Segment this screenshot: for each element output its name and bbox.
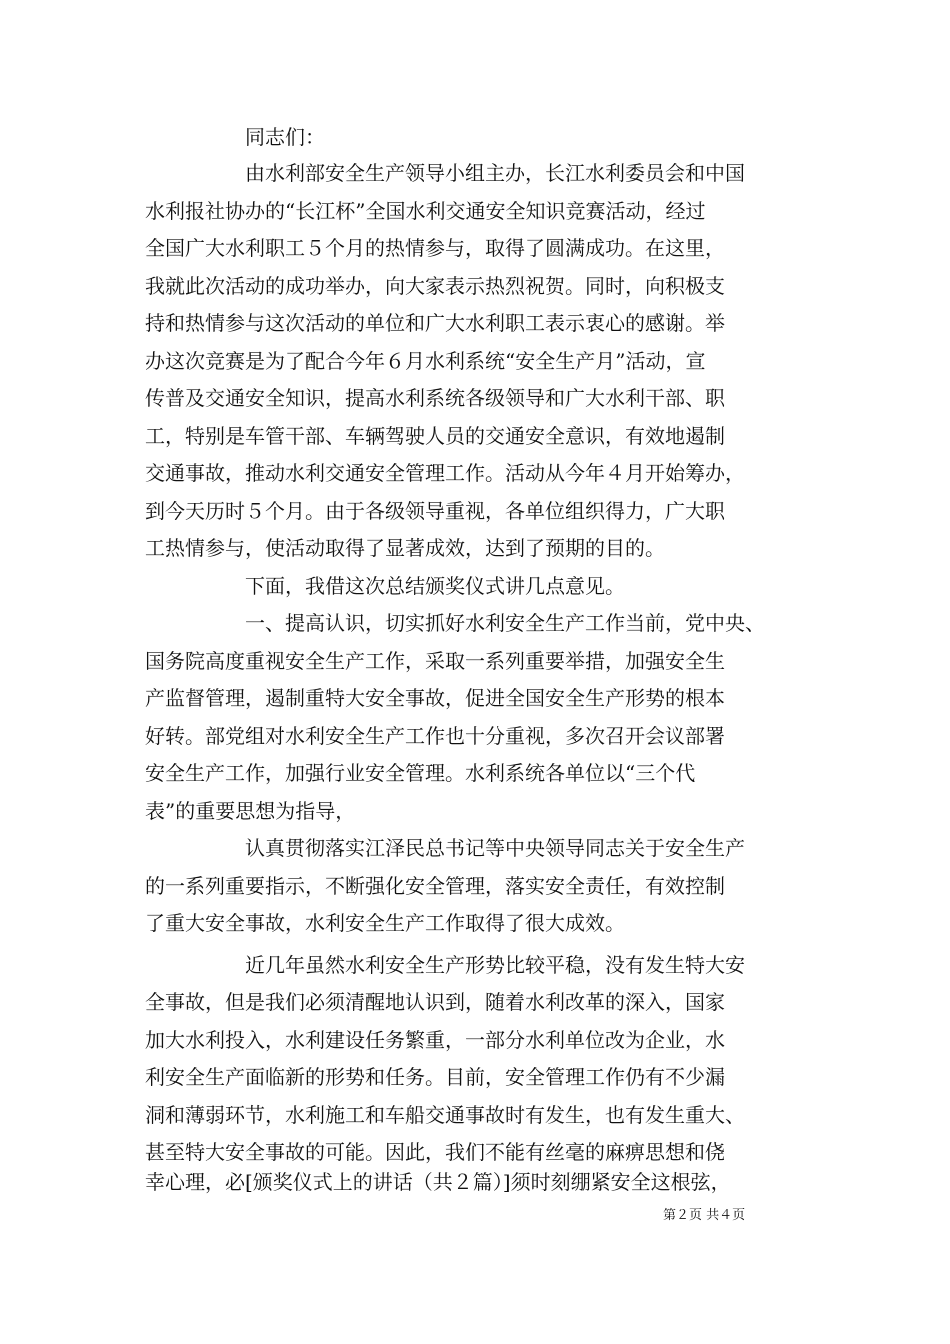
- text-line: 办这次竞赛是为了配合今年６月水利系统“安全生产月”活动，宣: [145, 349, 706, 373]
- text-line: 国务院高度重视安全生产工作，采取一系列重要举措，加强安全生: [145, 649, 725, 673]
- text-line: 同志们：: [245, 125, 325, 149]
- text-line: 一、提高认识，切实抓好水利安全生产工作当前，党中央、: [245, 611, 765, 635]
- text-line: 由水利部安全生产领导小组主办，长江水利委员会和中国: [245, 161, 745, 185]
- text-line: 全国广大水利职工５个月的热情参与，取得了圆满成功。在这里，: [145, 236, 725, 260]
- text-line: 下面，我借这次总结颁奖仪式讲几点意见。: [245, 574, 625, 598]
- text-line: 产监督管理，遏制重特大安全事故，促进全国安全生产形势的根本: [145, 686, 725, 710]
- text-line: 安全生产工作，加强行业安全管理。水利系统各单位以“三个代: [145, 761, 696, 785]
- text-line: 工热情参与，使活动取得了显著成效，达到了预期的目的。: [145, 536, 665, 560]
- text-line: 我就此次活动的成功举办，向大家表示热烈祝贺。同时，向积极支: [145, 274, 725, 298]
- text-line: 持和热情参与这次活动的单位和广大水利职工表示衷心的感谢。举: [145, 311, 725, 335]
- text-line: 幸心理，必[颁奖仪式上的讲话（共２篇）]须时刻绷紧安全这根弦，: [145, 1170, 731, 1194]
- text-line: 洞和薄弱环节，水利施工和车船交通事故时有发生，也有发生重大、: [145, 1103, 745, 1127]
- text-line: 认真贯彻落实江泽民总书记等中央领导同志关于安全生产: [245, 836, 745, 860]
- text-line: 水利报社协办的“长江杯”全国水利交通安全知识竞赛活动，经过: [145, 199, 706, 223]
- text-line: 甚至特大安全事故的可能。因此，我们不能有丝毫的麻痹思想和侥: [145, 1140, 725, 1164]
- text-line: 工，特别是车管干部、车辆驾驶人员的交通安全意识，有效地遏制: [145, 424, 725, 448]
- page-number: 第２页 共４页: [663, 1208, 746, 1223]
- text-line: 了重大安全事故，水利安全生产工作取得了很大成效。: [145, 911, 625, 935]
- text-line: 到今天历时５个月。由于各级领导重视，各单位组织得力，广大职: [145, 499, 725, 523]
- text-line: 好转。部党组对水利安全生产工作也十分重视，多次召开会议部署: [145, 724, 725, 748]
- text-line: 的一系列重要指示，不断强化安全管理，落实安全责任，有效控制: [145, 874, 725, 898]
- text-line: 传普及交通安全知识，提高水利系统各级领导和广大水利干部、职: [145, 386, 725, 410]
- text-line: 加大水利投入，水利建设任务繁重，一部分水利单位改为企业，水: [145, 1028, 725, 1052]
- text-line: 表”的重要思想为指导，: [145, 799, 356, 823]
- text-line: 利安全生产面临新的形势和任务。目前，安全管理工作仍有不少漏: [145, 1065, 725, 1089]
- text-line: 近几年虽然水利安全生产形势比较平稳，没有发生特大安: [245, 953, 745, 977]
- text-line: 全事故，但是我们必须清醒地认识到，随着水利改革的深入，国家: [145, 990, 725, 1014]
- text-line: 交通事故，推动水利交通安全管理工作。活动从今年４月开始筹办，: [145, 461, 745, 485]
